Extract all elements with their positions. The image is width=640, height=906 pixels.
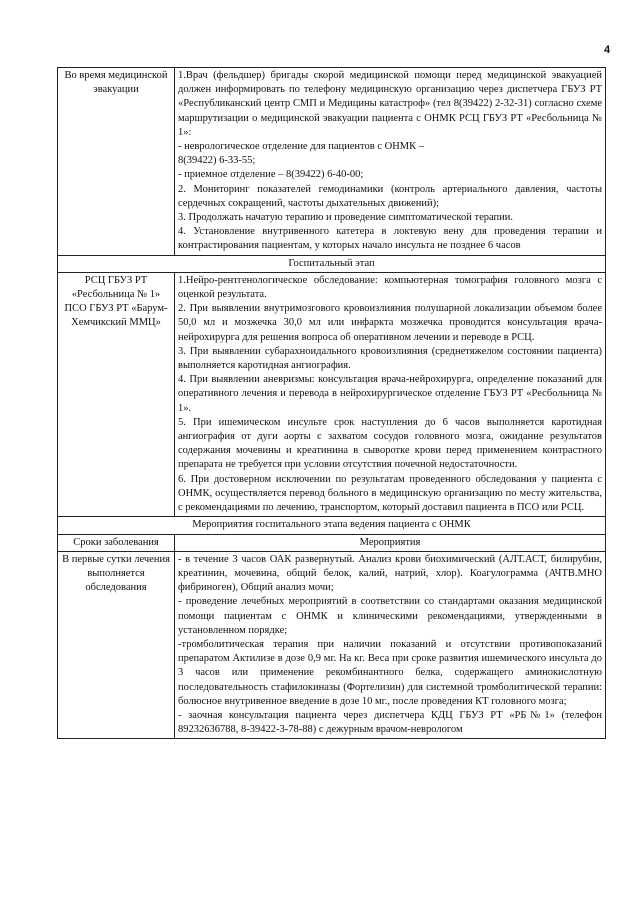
hospital-item: 4. При выявлении аневризмы: консультация врача-нейрохирурга, определение показаний для оперативного лечения и перевода в нейрохирургическое отделение ГБУЗ РТ «Ресбольница № 1». <box>178 374 602 414</box>
period-cell: В первые сутки лечения выполняется обследования <box>58 551 175 739</box>
measures-column-header-row <box>58 534 606 551</box>
evacuation-item: 2. Мониторинг показателей гемодинамики (контроль артериального давления, частоты сердечных сокращений, частоты дыхательных движений); <box>178 183 602 209</box>
measure-item: -тромболитическая терапия при наличии показаний и отсутствии противопоказаний препаратом Актилизе в дозе 0,9 мг. На кг. Веса при сроке развития ишемического инсульта до 3 часов или применение рекомбинантного белка, содержащего аминокислотную последовательность стафилокиназы (Фортелизин) для системной тромболитической терапии: болюсное внутривенное введение в дозе 10 мг., после проведения КТ головного мозга; <box>178 638 602 707</box>
hospital-item: 6. При достоверном исключении по результатам проведенного обследования у пациента с ОНМК, осуществляется перевод больного в медицинскую организацию по месту жительства, с рекомендациями по лечению, транспортом, который доставил пациента в ПСО или РСЦ. <box>178 473 602 514</box>
measure-item: - в течение 3 часов ОАК развернутый. Анализ крови биохимический (АЛТ.АСТ, билирубин, креатинин, мочевина, общий белок, калий, натрий, хлор). Коагулограмма (АЧТВ.МНО фибриноген), Общий анализ мочи; <box>178 553 602 594</box>
measure-item: - заочная консультация пациента через диспетчера КДЦ ГБУЗ РТ «РБ№1» (телефон 89232636788, 8-39422-3-78-88) с дежурным врачом-неврологом <box>178 709 602 736</box>
evacuation-row <box>58 68 606 256</box>
evacuation-item: 1.Врач (фельдшер) бригады скорой медицинской помощи перед медицинской эвакуацией должен информировать по телефону медицинскую организацию через диспетчера ГБУЗ РТ «Республиканский центр СМП и Медицины катастроф» (тел 8(39422) 2-32-31) согласно схеме маршрутизации о медицинской эвакуации пациента с ОНМК РСЦ ГБУЗ РТ «Ресбольница № 1»: <box>178 70 602 138</box>
measures-header-row <box>58 517 606 534</box>
evacuation-item: 4. Установление внутривенного катетера в локтевую вену для проведения терапии и контрастирования пациентам, у которых начало инсульта не позднее 6 часов <box>178 226 602 252</box>
hospital-item: 3. При выявлении субарахноидального кровоизлияния (среднетяжелом состоянии пациента) выполняется каротидная ангиография. <box>178 345 602 372</box>
evacuation-item: 3. Продолжать начатую терапию и проведение симптоматической терапии. <box>178 212 513 224</box>
hospital-item: 1.Нейро-рентгенологическое обследование: компьютерная томография головного мозга с оценкой результата. <box>178 274 602 301</box>
hospital-stage-row <box>58 272 606 516</box>
protocol-table <box>57 67 606 739</box>
evacuation-items-cell <box>175 68 606 256</box>
institution-cell: РСЦ ГБУЗ РТ «Ресбольница № 1» ПСО ГБУЗ РТ «Барум-Хемчикский ММЦ» <box>58 272 175 516</box>
page-number: 4 <box>604 44 611 56</box>
hospital-item: 2. При выявлении внутримозгового кровоизлияния полушарной локализации объемом более 50,0 мл и мозжечка 30,0 мл или инфаркта мозжечка проводится консультация врача-нейрохирурга для решения вопроса об оперативном лечении и переводе в РСЦ. <box>178 303 602 343</box>
hospital-items-cell <box>175 272 606 516</box>
evacuation-stage-cell: Во время медицинской эвакуации <box>58 68 175 256</box>
col-header-period: Сроки заболевания <box>58 534 175 551</box>
hospital-stage-header-row <box>58 255 606 272</box>
evacuation-item: - приемное отделение – 8(39422) 6-40-00; <box>178 169 364 181</box>
evacuation-item: 8(39422) 6-33-55; <box>178 155 256 167</box>
hospital-item: 5. При ишемическом инсульте срок наступления до 6 часов выполняется каротидная ангиография от дуги аорты с захватом сосудов головного мозга, ожидание результатов содержания мочевины и креатинина в сыворотке крови перед применением контрастного препарата не требуется при условии отсутствия почечной недостаточности. <box>178 416 602 471</box>
col-header-measures: Мероприятия <box>175 534 606 551</box>
measures-row <box>58 551 606 739</box>
evacuation-item: - неврологическое отделение для пациентов с ОНМК – <box>178 141 425 153</box>
measures-title: Мероприятия госпитального этапа ведения пациента с ОНМК <box>58 517 606 534</box>
measures-items-cell <box>175 551 606 739</box>
measure-item: - проведение лечебных мероприятий в соответствии со стандартами оказания медицинской помощи пациентам с ОНМК и клиническими рекомендациями, утвержденными в установленном порядке; <box>178 596 602 636</box>
hospital-stage-title: Госпитальный этап <box>58 255 606 272</box>
